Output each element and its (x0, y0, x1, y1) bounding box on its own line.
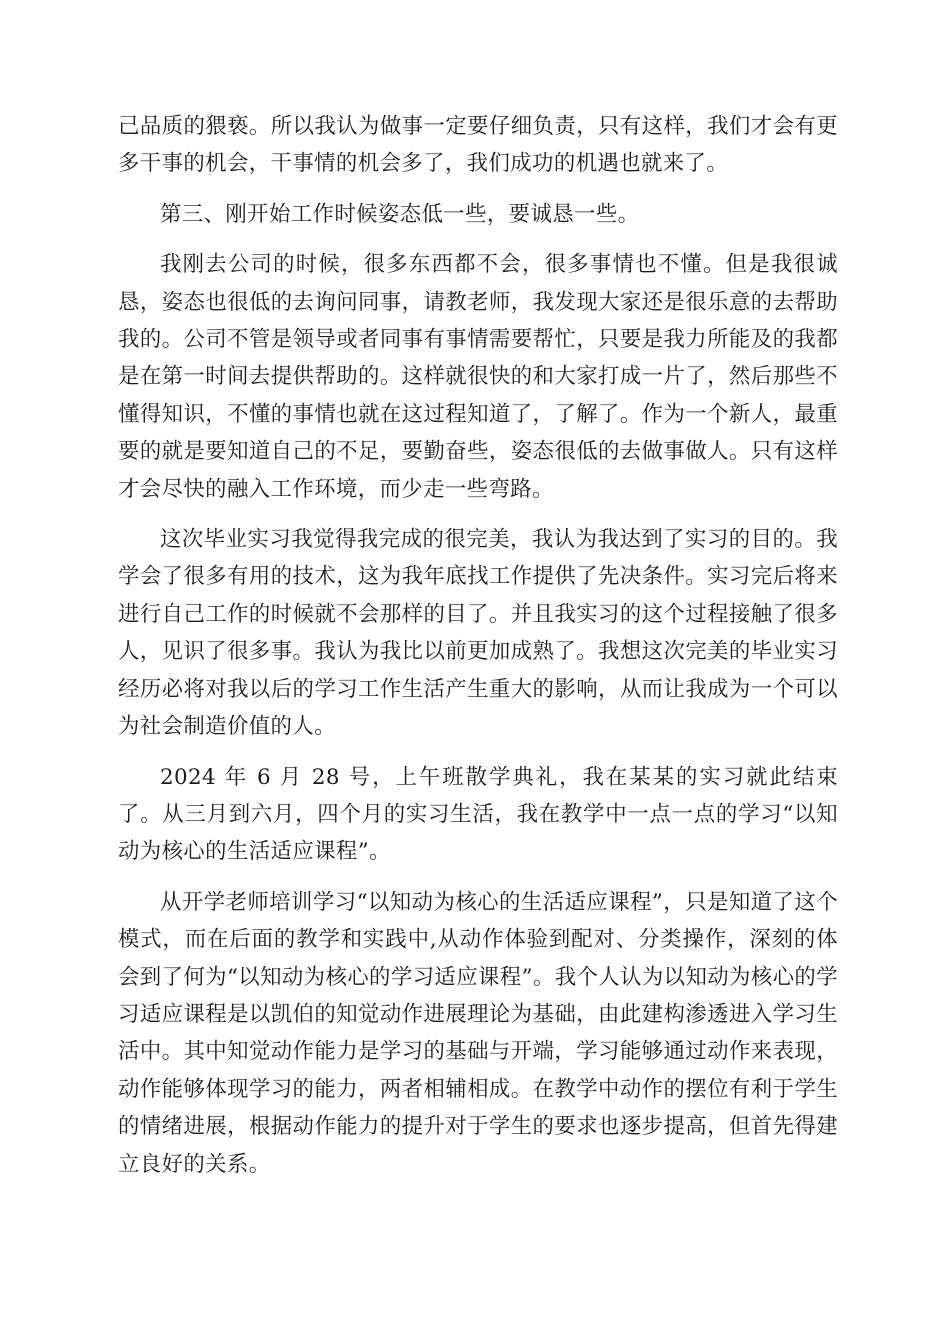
paragraph-company-experience: 我刚去公司的时候，很多东西都不会，很多事情也不懂。但是我很诚恳，姿态也很低的去询问同事，请教老师，我发现大家还是很乐意的去帮助我的。公司不管是领导或者同事有事情需要帮忙，只要是我力所能及的我都是在第一时间去提供帮助的。这样就很快的和大家打成一片了，然后那些不懂得知识，不懂的事情也就在这过程知道了，了解了。作为一个新人，最重要的就是要知道自己的不足，要勤奋些，姿态很低的去做事做人。只有这样才会尽快的融入工作环境，而少走一些弯路。 (118, 252, 838, 502)
paragraph-heading-third: 第三、刚开始工作时候姿态低一些，要诚恳一些。 (160, 201, 640, 227)
document-page (118, 108, 838, 1196)
paragraph-end-date: 2024 年 6 月 28 号，上午班散学典礼，我在某某的实习就此结束了。从三月到六月，四个月的实习生活，我在教学中一点一点的学习“以知动为核心的生活适应课程”。 (118, 764, 838, 865)
paragraph-continuation: 己品质的猥亵。所以我认为做事一定要仔细负责，只有这样，我们才会有更多干事的机会，干事情的机会多了，我们成功的机遇也就来了。 (118, 114, 838, 177)
paragraph-internship-summary: 这次毕业实习我觉得我完成的很完美，我认为我达到了实习的目的。我学会了很多有用的技术，这为我年底找工作提供了先决条件。实习完后将来进行自己工作的时候就不会那样的目了。并且我实习的这个过程接触了很多人，见识了很多事。我认为我比以前更加成熟了。我想这次完美的毕业实习经历必将对我以后的学习工作生活产生重大的影响，从而让我成为一个可以为社会制造价值的人。 (118, 527, 838, 740)
paragraph-course-reflection: 从开学老师培训学习“以知动为核心的生活适应课程”，只是知道了这个模式，而在后面的教学和实践中,从动作体验到配对、分类操作，深刻的体会到了何为“以知动为核心的学习适应课程”。我个人认为以知动为核心的学习适应课程是以凯伯的知觉动作进展理论为基础，由此建构渗透进入学习生活中。其中知觉动作能力是学习的基础与开端，学习能够通过动作来表现，动作能够体现学习的能力，两者相辅相成。在教学中动作的摆位有利于学生的情绪进展，根据动作能力的提升对于学生的要求也逐步提高，但首先得建立良好的关系。 (118, 889, 838, 1177)
